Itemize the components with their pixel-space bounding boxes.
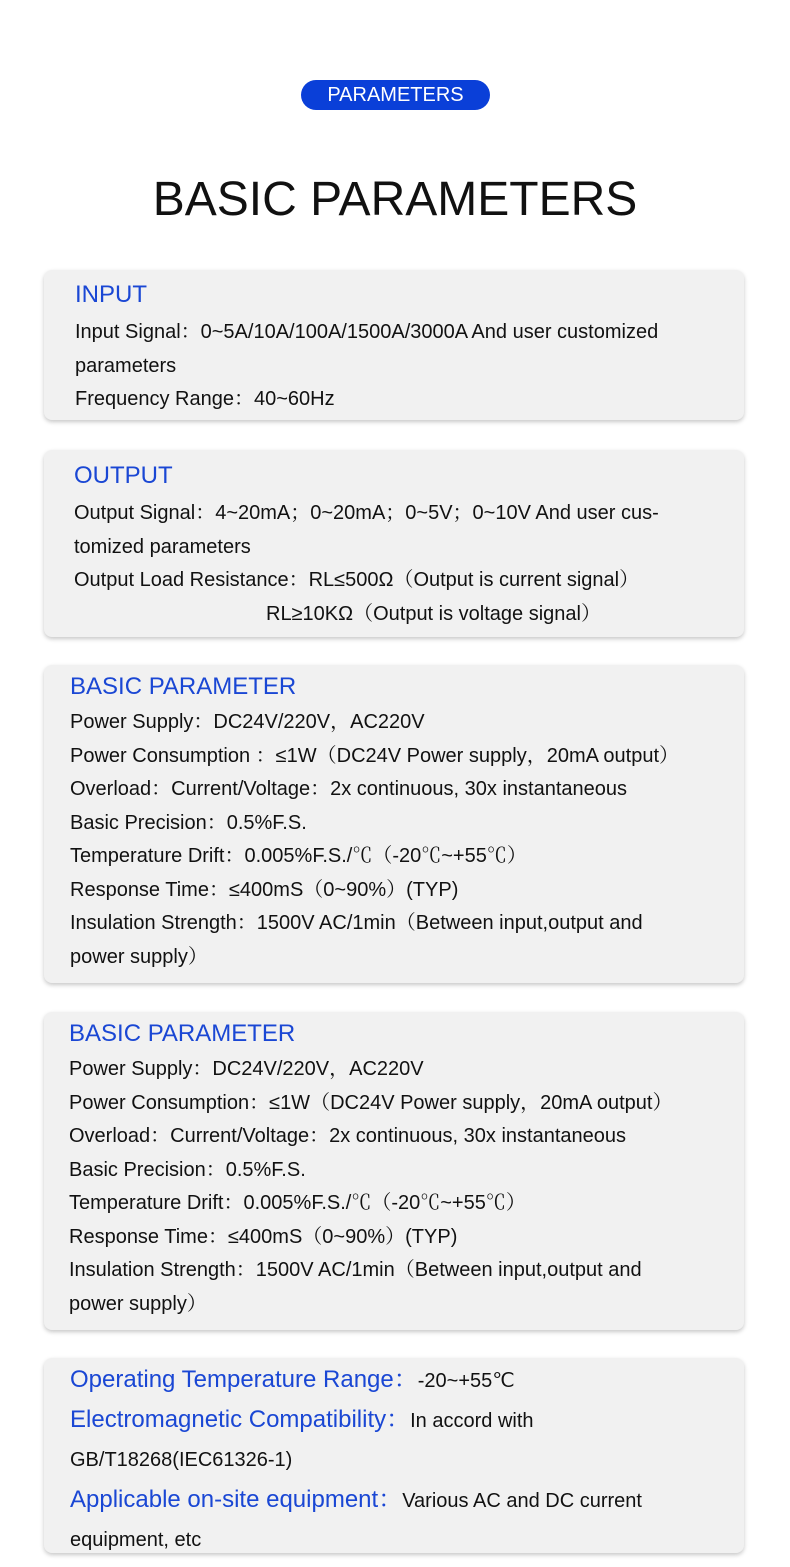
output-card bbox=[44, 450, 744, 637]
spec-value: Various AC and DC current bbox=[402, 1490, 642, 1512]
spec-line: Response Time：≤400mS（0~90%）(TYP) bbox=[70, 878, 459, 901]
spec-line: Output Signal：4~20mA；0~20mA；0~5V；0~10V And user cus- bbox=[74, 502, 659, 524]
spec-label: Operating Temperature Range： bbox=[70, 1366, 418, 1393]
spec-value: GB/T18268(IEC61326-1) bbox=[70, 1449, 293, 1471]
spec-line: parameters bbox=[75, 354, 177, 377]
parameters-badge: PARAMETERS bbox=[301, 80, 490, 110]
page-title: BASIC PARAMETERS bbox=[152, 173, 638, 226]
spec-line: Power Supply：DC24V/220V，AC220V bbox=[69, 1058, 424, 1080]
spec-label: Applicable on-site equipment： bbox=[70, 1486, 403, 1513]
spec-line: RL≥10KΩ（Output is voltage signal） bbox=[266, 602, 601, 625]
spec-line: Insulation Strength：1500V AC/1min（Between input,output and bbox=[70, 912, 643, 934]
spec-line: Output Load Resistance：RL≤500Ω（Output is current signal） bbox=[74, 569, 640, 591]
basic-parameter-card-1 bbox=[44, 665, 744, 983]
spec-line: Basic Precision：0.5%F.S. bbox=[69, 1158, 306, 1181]
spec-line: Temperature Drift：0.005%F.S./℃（-20℃~+55℃） bbox=[69, 1192, 526, 1214]
spec-line: Temperature Drift：0.005%F.S./℃（-20℃~+55℃） bbox=[70, 845, 527, 867]
spec-line: Power Supply：DC24V/220V，AC220V bbox=[70, 711, 425, 733]
spec-label: Electromagnetic Compatibility： bbox=[70, 1406, 411, 1433]
basic-parameter-card-2 bbox=[44, 1012, 744, 1330]
card-heading: BASIC PARAMETER bbox=[69, 1020, 296, 1047]
spec-line: power supply） bbox=[70, 945, 208, 968]
spec-line: Input Signal：0~5A/10A/100A/1500A/3000A And user customized bbox=[75, 321, 659, 343]
spec-line: Power Consumption ：≤1W（DC24V Power supply，20mA output） bbox=[70, 744, 680, 767]
card-heading: BASIC PARAMETER bbox=[70, 673, 297, 700]
card-heading: OUTPUT bbox=[74, 462, 173, 489]
spec-value: In accord with bbox=[410, 1410, 534, 1432]
input-card bbox=[44, 270, 744, 420]
spec-line: Basic Precision：0.5%F.S. bbox=[70, 811, 307, 834]
spec-line: power supply） bbox=[69, 1292, 207, 1315]
emc-line bbox=[70, 1400, 744, 1441]
spec-line: Response Time：≤400mS（0~90%）(TYP) bbox=[69, 1225, 458, 1248]
spec-line: Overload：Current/Voltage：2x continuous, 30x instantaneous bbox=[70, 778, 628, 800]
spec-line: Frequency Range：40~60Hz bbox=[75, 388, 335, 410]
operating-temperature-line bbox=[70, 1361, 744, 1400]
spec-line: tomized parameters bbox=[74, 535, 251, 558]
spec-value: -20~+55℃ bbox=[417, 1370, 515, 1392]
card-heading: INPUT bbox=[75, 281, 147, 308]
equipment-line bbox=[70, 1479, 744, 1522]
spec-line: Overload：Current/Voltage：2x continuous, 30x instantaneous bbox=[69, 1125, 627, 1147]
spec-line: Power Consumption：≤1W（DC24V Power supply，20mA output） bbox=[69, 1091, 673, 1114]
spec-value: equipment, etc bbox=[70, 1529, 202, 1551]
environment-card bbox=[44, 1358, 744, 1553]
spec-line: Insulation Strength：1500V AC/1min（Between input,output and bbox=[69, 1259, 642, 1281]
